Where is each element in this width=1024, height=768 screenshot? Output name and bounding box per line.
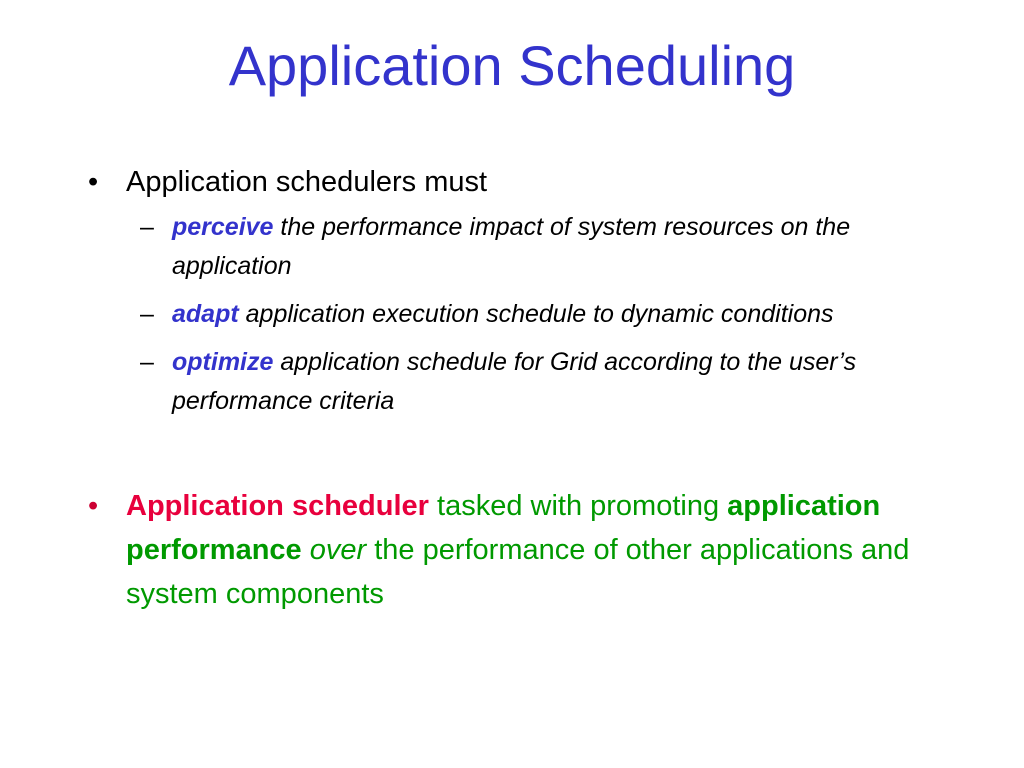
bullet-text: tasked with promoting <box>428 490 728 522</box>
dash-marker: – <box>140 348 154 376</box>
bullet-text: Application schedulers must <box>126 166 488 198</box>
bullet-application-schedulers <box>88 160 968 421</box>
bullet-application-scheduler-tasked <box>88 484 968 616</box>
dash-marker: – <box>140 300 154 328</box>
sub-bullet-adapt <box>126 295 952 334</box>
slide-title: Application Scheduling <box>228 34 796 97</box>
sub-bullet-text: the performance impact of system resources on the application <box>172 213 851 280</box>
bullet-marker: • <box>88 166 99 198</box>
keyword-adapt: adapt <box>172 300 239 328</box>
sub-bullet-text: application execution schedule to dynamic conditions <box>238 300 834 328</box>
sub-bullet-perceive <box>126 208 952 286</box>
dash-marker: – <box>140 213 154 241</box>
bullet-list <box>88 160 968 616</box>
bullet-text-tail: the performance of other applications and system components <box>126 534 910 610</box>
text-space <box>302 534 310 566</box>
spacer <box>88 430 968 484</box>
keyword-perceive: perceive <box>172 213 274 241</box>
sub-bullet-optimize <box>126 343 952 421</box>
keyword-optimize: optimize <box>172 348 274 376</box>
emphasis-over: over <box>309 534 367 566</box>
highlight-application-performance: application performance <box>126 490 881 566</box>
bullet-marker: • <box>88 490 99 522</box>
sub-bullet-text: application schedule for Grid according to the user’s performance criteria <box>172 348 857 415</box>
sub-bullet-list <box>126 208 968 421</box>
highlight-application-scheduler: Application scheduler <box>126 490 429 522</box>
